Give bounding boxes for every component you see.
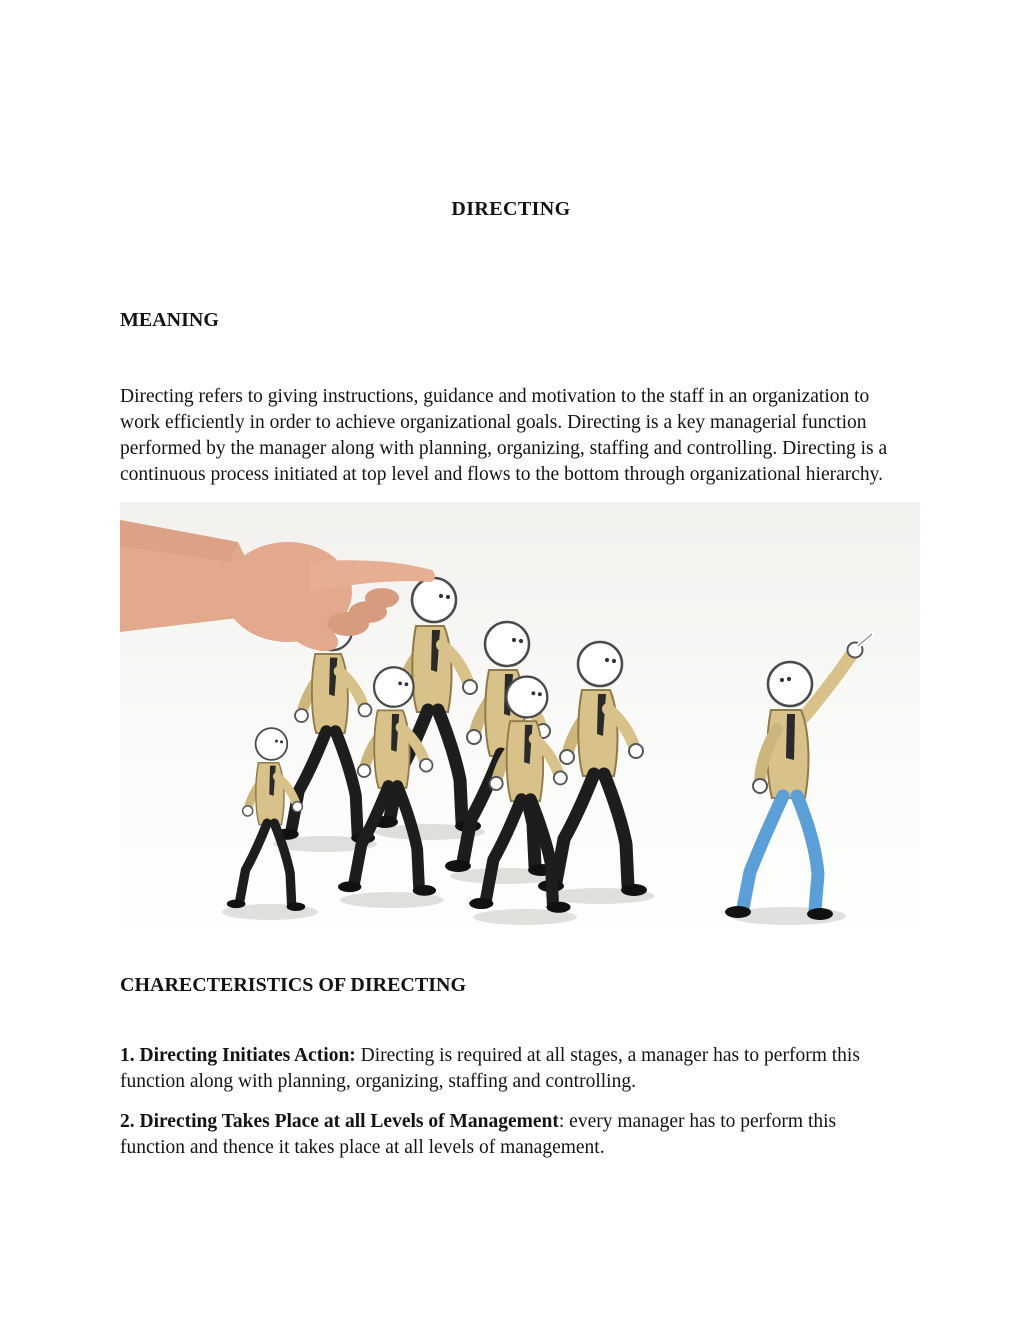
page-title: DIRECTING — [451, 198, 571, 220]
meaning-heading: MEANING — [120, 309, 219, 331]
characteristic-item-1 — [120, 1043, 902, 1095]
characteristics-heading: CHARECTERISTICS OF DIRECTING — [120, 974, 466, 996]
directing-illustration-graphic — [120, 502, 920, 942]
meaning-paragraph: Directing refers to giving instructions, guidance and motivation to the staff in an organization to work efficiently in order to achieve organizational goals. Directing is a key managerial function performed by the manager along with planning, organizing, staffing and controlling. Directing is a continuous process initiated at top level and flows to the bottom through organizational hierarchy. — [120, 386, 888, 485]
characteristic-item-2 — [120, 1109, 902, 1161]
characteristic-item-2-lead: 2. Directing Takes Place at all Levels of Management — [120, 1111, 559, 1132]
characteristic-item-2-text: : every manager has to perform this function and thence it takes place at all levels of management. — [120, 1111, 837, 1158]
directing-illustration — [120, 502, 920, 942]
characteristic-item-1-lead: 1. Directing Initiates Action: — [120, 1045, 356, 1066]
characteristic-item-1-text: Directing is required at all stages, a manager has to perform this function along with planning, organizing, staffing and controlling. — [120, 1045, 860, 1092]
